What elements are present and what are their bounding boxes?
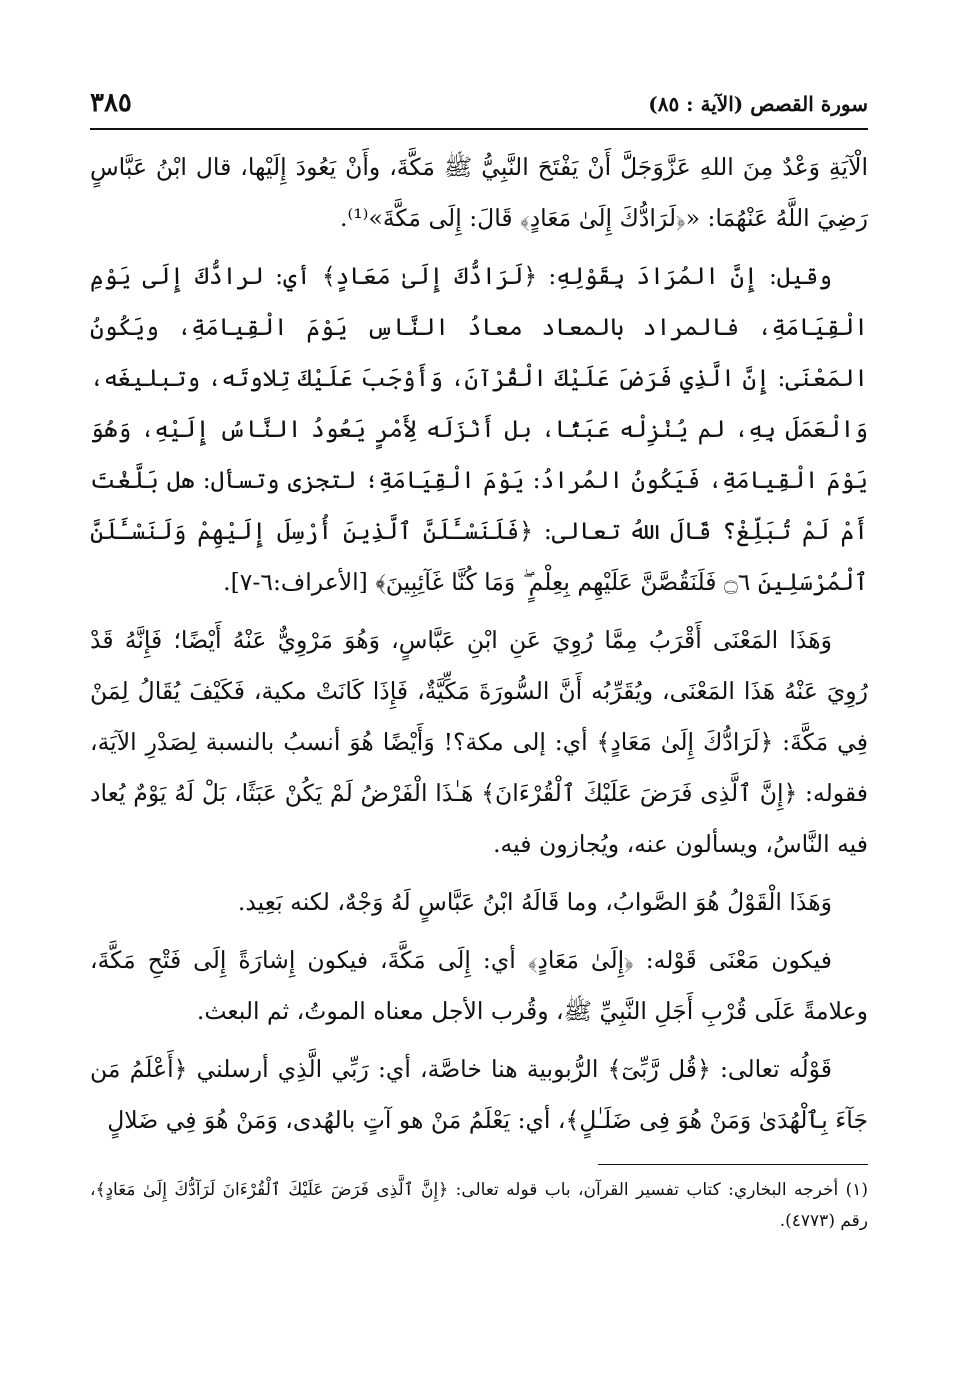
paragraph: الْآيَةِ وَعْدٌ مِنَ اللهِ عَزَّوَجَلَّ أَنْ يَفْتَحَ النَّبِيُّ ﷺ مَكَّةَ، وأَنْ يَعُودَ إِلَيْها، قال ابْنُ عَبَّاسٍ رَضِيَ اللَّهُ عَنْهُمَا: «﴿لَرَادُّكَ إِلَىٰ مَعَادٍ﴾ قَالَ: إِلَى مَكَّةَ»⁽¹⁾. (90, 153, 868, 232)
paragraph: وقيل: إِنَّ المُرَادَ بِقَوْلِهِ: ﴿لَرَادُّكَ إِلَىٰ مَعَادٍ﴾ أي: لرادُّكَ إِلَى يَوْمِ الْقِيَامَةِ، فالمراد بالمعاد معادُ النَّاسِ يَوْمَ الْقِيامَةِ، ويَكُونُ المَعْنَى: إِنَّ الَّذِي فَرَضَ عَلَيْكَ الْقُرْآنَ، وَأَوْجَبَ عَلَيْكَ تِلاوتَه، وتبليغَه، وَالْعَمَلَ بِهِ، لم يُنْزِلْه عَبَثًا، بل أَنْزَلَه لِأَمْرٍ يَعُودُ النَّاسُ إِلَيْهِ، وَهُوَ يَوْمَ الْقِيامَةِ، فَيَكُونُ المُرادُ: يَوْمَ الْقِيَامَةِ؛ لتجزى وتسأل: هل بَلَّغْتَ أَمْ لَمْ تُبَلِّغْ؟ قَالَ اللهُ تعالى: ﴿فَلَنَسْـَٔلَنَّ ٱلَّذِينَ أُرْسِلَ إِلَيْهِمْ وَلَنَسْـَٔلَنَّ ٱلْمُرْسَلِينَ ۝٦ فَلَنَقُصَّنَّ عَلَيْهِم بِعِلْمٍ ۖ وَمَا كُنَّا غَآئِبِينَ﴾ [الأعراف:٦-٧]. (90, 262, 868, 596)
main-text (90, 142, 868, 1146)
page-header (90, 86, 868, 130)
running-head: سورة القصص (الآية : ٨٥) (648, 92, 868, 116)
page-number: ٣٨٥ (90, 88, 132, 118)
paragraph: وَهَذَا المَعْنَى أَقْرَبُ مِمَّا رُوِيَ عَنِ ابْنِ عَبَّاسٍ، وَهُوَ مَرْوِيٌّ عَنْهُ أَيْضًا؛ فَإِنَّهُ قَدْ رُوِيَ عَنْهُ هَذَا المَعْنَى، ويُقَرِّبُه أَنَّ السُّورَةَ مَكِّيَّةٌ، فَإِذَا كَانَتْ مكية، فَكَيْفَ يُقَالُ لِمَنْ فِي مَكَّةَ: ﴿لَرَادُّكَ إِلَىٰ مَعَادٍ﴾ أي: إلى مكة؟! وَأَيْضًا هُوَ أنسبُ بالنسبة لِصَدْرِ الآيَة، فقوله: ﴿إِنَّ ٱلَّذِى فَرَضَ عَلَيْكَ ٱلْقُرْءَانَ﴾ هَـٰذَا الْفَرْضُ لَمْ يَكُنْ عَبَثًا، بَلْ لَهُ يَوْمٌ يُعاد فيه النَّاسُ، ويسألون عنه، ويُجازون فيه. (90, 626, 868, 858)
footnote-divider (598, 1164, 868, 1165)
book-page (90, 86, 868, 1237)
footnote: (١) أخرجه البخاري: كتاب تفسير القرآن، باب قوله تعالى: ﴿إِنَّ ٱلَّذِى فَرَضَ عَلَيْكَ ٱلْقُرْءَانَ لَرَآدُّكَ إِلَىٰ مَعَادٍ﴾، رقم (٤٧٧٣). (90, 1180, 868, 1231)
paragraph: وَهَذَا الْقَوْلُ هُوَ الصَّوابُ، وما قَالَهُ ابْنُ عَبَّاسٍ لَهُ وَجْهٌ، لكنه بَعِيد. (237, 888, 832, 916)
paragraph: قَوْلُه تعالى: ﴿قُل رَّبِّىٓ﴾ الرُّبوبية هنا خاصَّة، أي: رَبِّي الَّذِي أرسلني ﴿أَعْلَمُ مَن جَآءَ بِٱلْهُدَىٰ وَمَنْ هُوَ فِى ضَلَـٰلٍ﴾، أي: يَعْلَمُ مَنْ هو آتٍ بالهُدى، وَمَنْ هُوَ فِي ضَلالٍ (90, 1055, 868, 1134)
paragraph: فيكون مَعْنَى قَوْله: ﴿إِلَىٰ مَعَادٍ﴾ أي: إِلَى مَكَّةَ، فيكون إِشارَةً إِلَى فَتْحِ مَكَّةَ، وعلامةً عَلَى قُرْبِ أَجَلِ النَّبِيِّ ﷺ، وقُرب الأجل معناه الموتُ، ثم البعث. (90, 946, 868, 1025)
